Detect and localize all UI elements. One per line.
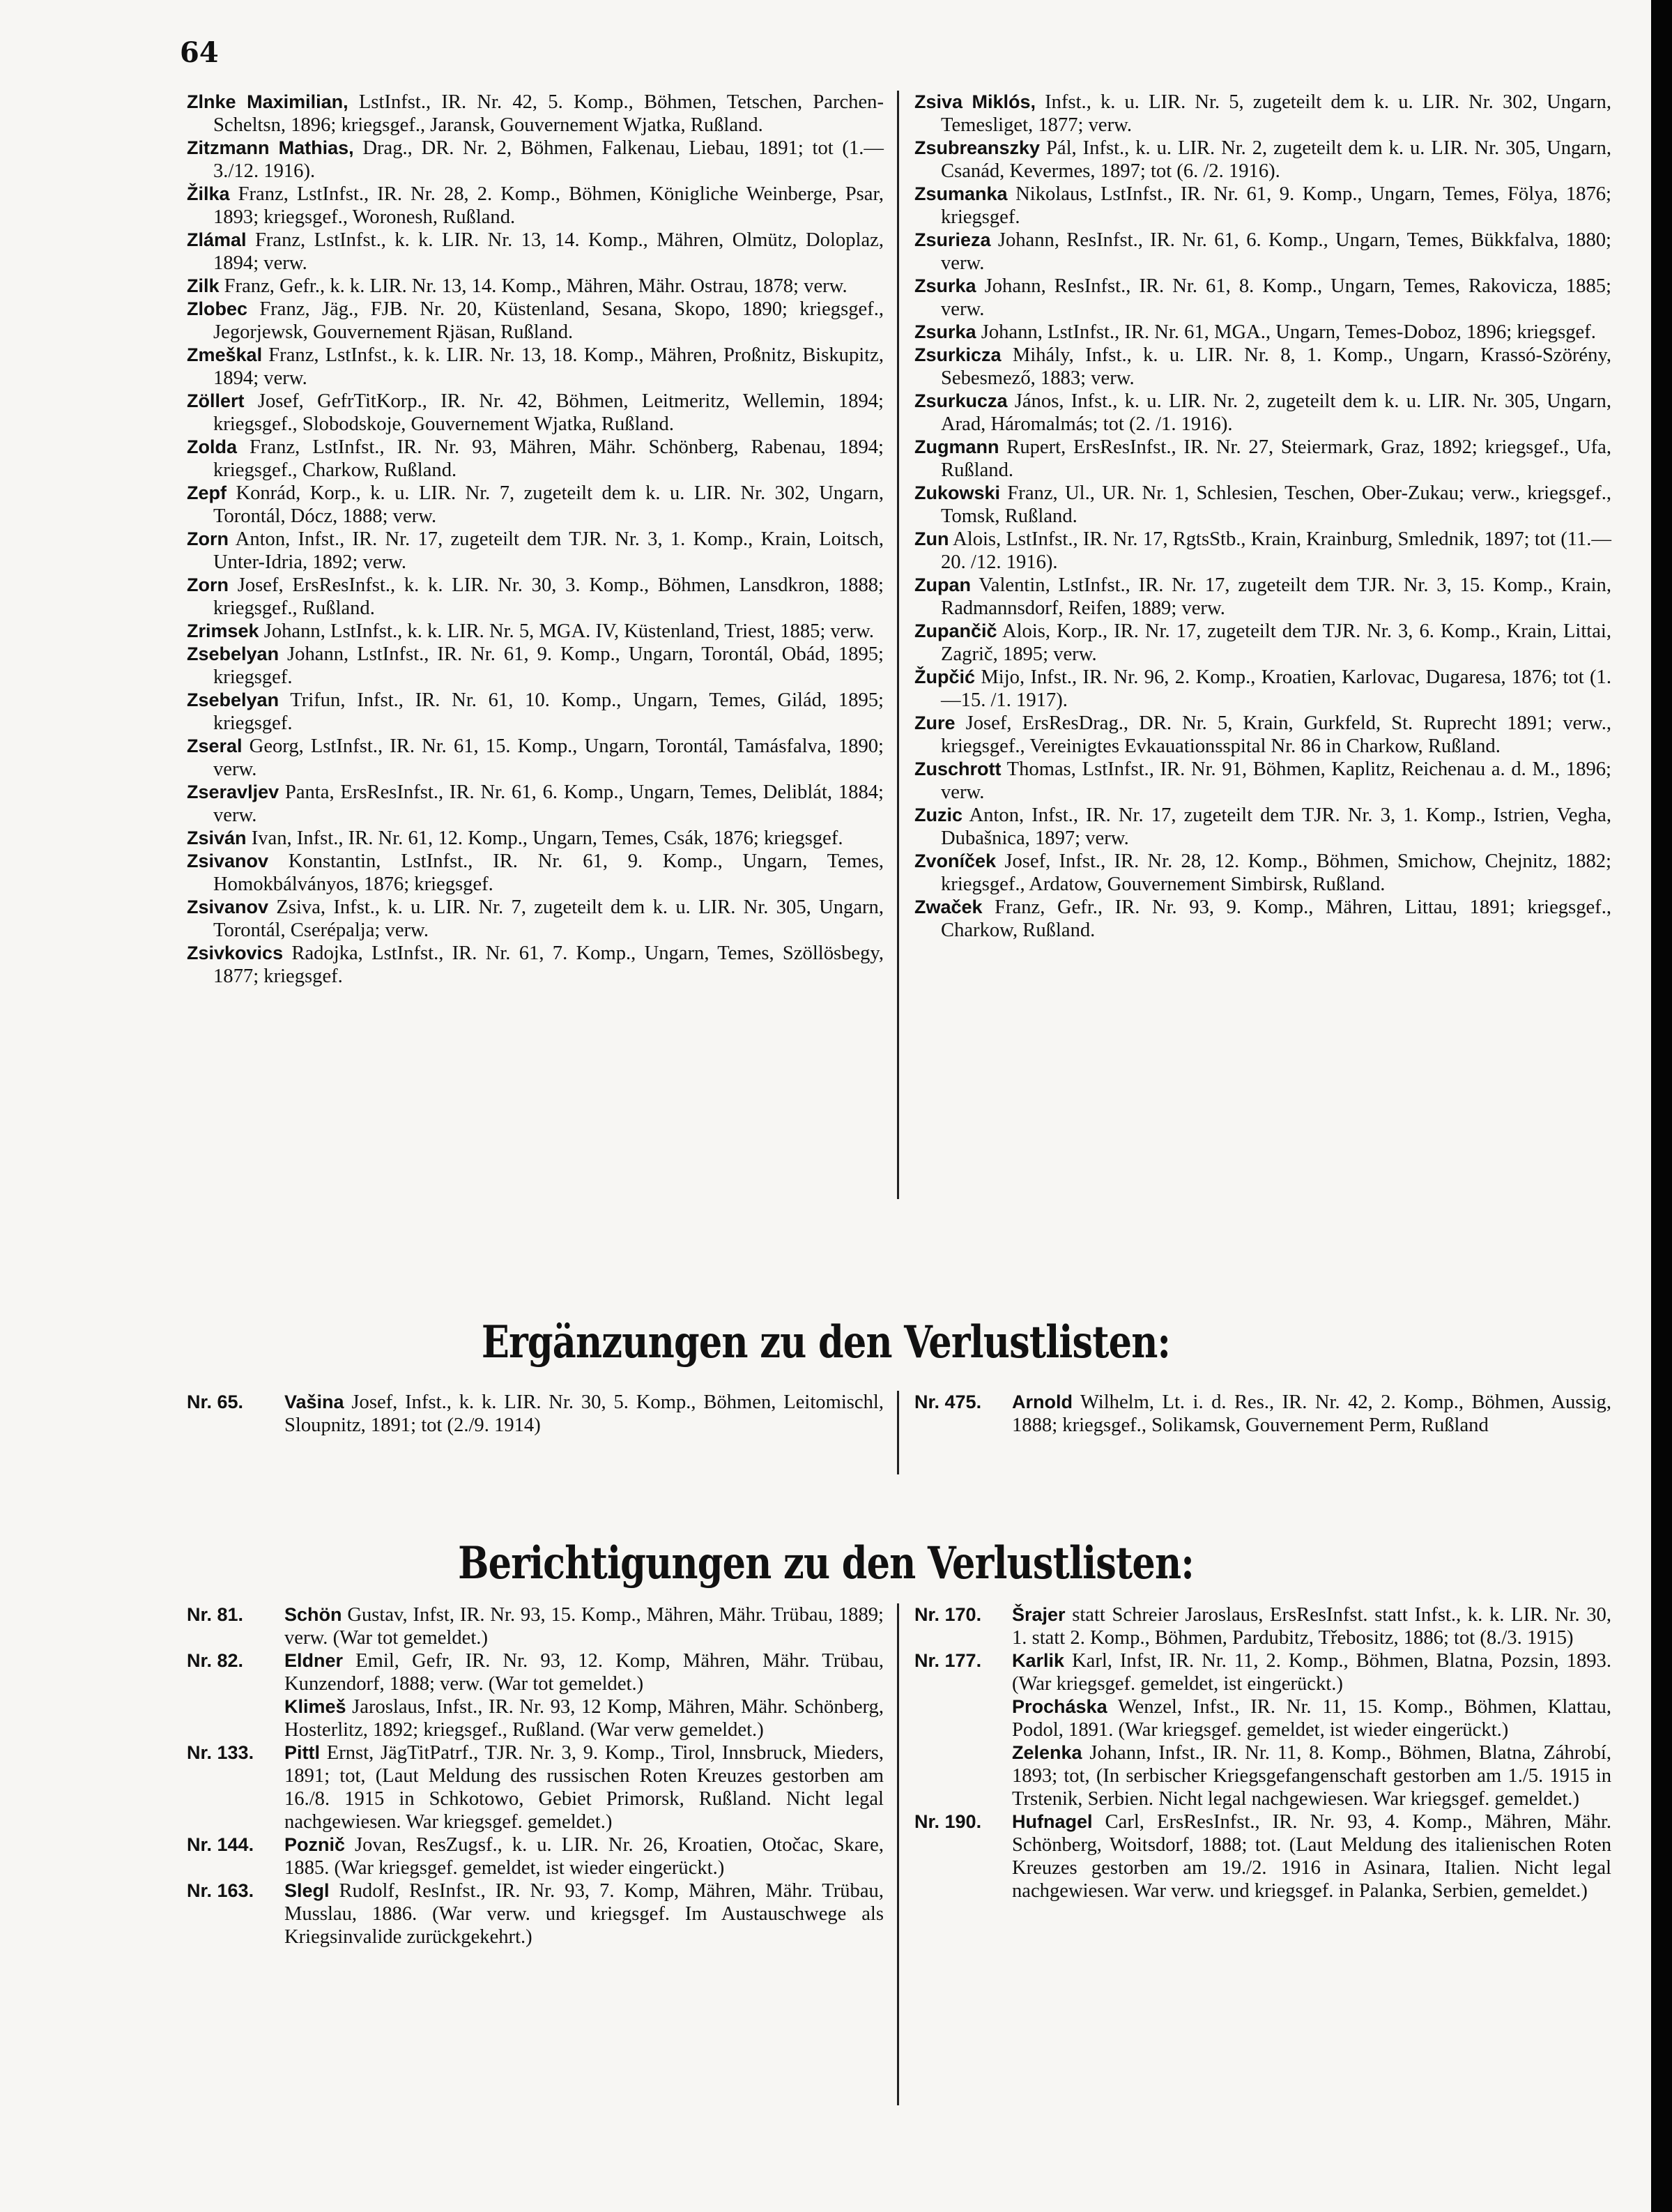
casualty-entry [187, 183, 884, 229]
entry-surname: Šrajer [1012, 1604, 1066, 1625]
entry-text: Franz, LstInfst., k. k. LIR. Nr. 13, 18. Komp., Mähren, Proßnitz, Biskupitz, 1894; verw. [213, 344, 884, 389]
entry-text: Drag., DR. Nr. 2, Böhmen, Falkenau, Liebau, 1891; tot (1.—3./12. 1916). [213, 137, 884, 182]
casualty-entry [914, 183, 1611, 229]
entry-text: Josef, GefrTitKorp., IR. Nr. 42, Böhmen, Leitmeritz, Wellemin, 1894; kriegsgef., Slobodskoje, Gouvernement Wjatka, Rußland. [213, 390, 884, 435]
casualty-entry [914, 275, 1611, 321]
entry-surname: Zsurieza [914, 229, 991, 250]
casualty-entry [914, 390, 1611, 436]
entry-text: Franz, Gefr., k. k. LIR. Nr. 13, 14. Komp., Mähren, Mähr. Ostrau, 1878; verw. [219, 275, 847, 297]
casualty-entry [187, 643, 884, 689]
entry-text: Alois, LstInfst., IR. Nr. 17, RgtsStb., Krain, Krainburg, Smlednik, 1897; tot (11.—20. /12. 1916). [941, 528, 1611, 573]
berichtigung-entry [187, 1695, 884, 1741]
column-divider [897, 91, 899, 1199]
berichtigung-entry [914, 1695, 1611, 1741]
entry-text: Zsiva, Infst., k. u. LIR. Nr. 7, zugeteilt dem k. u. LIR. Nr. 305, Ungarn, Torontál, Cserépalja; verw. [213, 897, 884, 941]
berichtigungen-right-column [914, 1603, 1611, 1902]
entry-text: statt Schreier Jaroslaus, ErsResInfst. statt Infst., k. k. LIR. Nr. 30, 1. statt 2. Komp., Böhmen, Pardubitz, Třebositz, 1886; tot (8./3. 1915) [1012, 1604, 1611, 1649]
berichtigung-entry [914, 1741, 1611, 1810]
casualty-entry [187, 528, 884, 574]
entry-surname: Pittl [284, 1742, 320, 1763]
casualty-entry [914, 321, 1611, 344]
casualty-entry [187, 735, 884, 781]
entry-text: Karl, Infst, IR. Nr. 11, 2. Komp., Böhmen, Blatna, Pozsin, 1893. (War kriegsgef. gemeldet, ist eingerückt.) [1012, 1650, 1611, 1695]
entry-surname: Zorn [187, 528, 229, 549]
casualty-entry [187, 344, 884, 390]
entry-number: Nr. 163. [187, 1880, 254, 1901]
casualty-entry [914, 528, 1611, 574]
entry-text: Thomas, LstInfst., IR. Nr. 91, Böhmen, Kaplitz, Reichenau a. d. M., 1896; verw. [941, 758, 1611, 803]
entry-surname: Zvoníček [914, 851, 997, 871]
entry-surname: Zupančič [914, 620, 997, 641]
entry-surname: Zlobec [187, 298, 248, 319]
casualty-entry [914, 850, 1611, 896]
entry-surname: Zsurkicza [914, 344, 1002, 365]
entry-surname: Zuschrott [914, 758, 1002, 779]
erganzung-entry [914, 1391, 1611, 1437]
column-divider [897, 1603, 899, 2105]
casualty-entry [914, 137, 1611, 183]
casualty-entry [914, 666, 1611, 712]
entry-text: Radojka, LstInfst., IR. Nr. 61, 7. Komp., Ungarn, Temes, Szöllösbegy, 1877; kriegsgef. [213, 943, 884, 987]
casualty-list-left-column [187, 91, 884, 988]
entry-text: Carl, ErsResInfst., IR. Nr. 93, 4. Komp., Mähren, Mähr. Schönberg, Woitsdorf, 1888; tot. (Laut Meldung des italienischen Roten Kreuzes gestorben am 19./2. 1916 in Asinara, Italien. Nicht legal nachgewiesen. War verw. und kriegsgef. in Palanka, Serbien, gemeldet.) [1012, 1811, 1611, 1902]
entry-text: Josef, Infst., k. k. LIR. Nr. 30, 5. Komp., Böhmen, Leitomischl, Sloupnitz, 1891; tot (2./9. 1914) [284, 1391, 884, 1436]
berichtigung-entry [914, 1649, 1611, 1695]
scan-border [1651, 0, 1672, 2212]
entry-surname: Zelenka [1012, 1742, 1082, 1763]
casualty-entry [187, 436, 884, 482]
entry-text: Johann, LstInfst., k. k. LIR. Nr. 5, MGA. IV, Küstenland, Triest, 1885; verw. [259, 620, 874, 642]
entry-surname: Zukowski [914, 482, 1001, 503]
casualty-entry [187, 390, 884, 436]
berichtigung-entry [187, 1833, 884, 1879]
entry-surname: Schön [284, 1604, 342, 1625]
entry-text: Emil, Gefr, IR. Nr. 93, 12. Komp, Mähren, Mähr. Trübau, Kunzendorf, 1888; verw. (War tot gemeldet.) [284, 1650, 884, 1695]
entry-surname: Zöllert [187, 390, 245, 411]
casualty-entry [914, 758, 1611, 804]
entry-text: Ernst, JägTitPatrf., TJR. Nr. 3, 9. Komp., Tirol, Innsbruck, Mieders, 1891; tot, (Laut Meldung des russischen Roten Kreuzes gestorben am 16./8. 1915 in Schkotowo, Gebiet Primorsk, Rußland. Nicht legal nachgewiesen. War kriegsgef. gemeldet.) [284, 1742, 884, 1833]
entry-surname: Slegl [284, 1880, 330, 1901]
entry-surname: Karlik [1012, 1650, 1065, 1671]
entry-text: Pál, Infst., k. u. LIR. Nr. 2, zugeteilt dem k. u. LIR. Nr. 305, Ungarn, Csanád, Kevermes, 1897; tot (6. /2. 1916). [941, 137, 1611, 182]
entry-text: Rupert, ErsResInfst., IR. Nr. 27, Steiermark, Graz, 1892; kriegsgef., Ufa, Rußland. [941, 436, 1611, 481]
berichtigungen-left-column [187, 1603, 884, 1948]
entry-text: Wilhelm, Lt. i. d. Res., IR. Nr. 42, 2. Komp., Böhmen, Aussig, 1888; kriegsgef., Solikamsk, Gouvernement Perm, Rußland [1012, 1391, 1611, 1436]
casualty-entry [914, 896, 1611, 942]
entry-surname: Zsivanov [187, 851, 269, 871]
entry-surname: Zitzmann Mathias, [187, 137, 354, 158]
berichtigung-entry [914, 1810, 1611, 1902]
entry-text: Johann, ResInfst., IR. Nr. 61, 6. Komp., Ungarn, Temes, Bükkfalva, 1880; verw. [941, 229, 1611, 274]
column-divider [897, 1391, 899, 1474]
entry-text: Valentin, LstInfst., IR. Nr. 17, zugeteilt dem TJR. Nr. 3, 15. Komp., Krain, Radmannsdorf, Reifen, 1889; verw. [941, 574, 1611, 619]
entry-text: Rudolf, ResInfst., IR. Nr. 93, 7. Komp, Mähren, Mähr. Trübau, Musslau, 1886. (War verw. und kriegsgef. Im Austauschwege als Kriegsinvalide zurückgekehrt.) [284, 1880, 884, 1948]
entry-surname: Zolda [187, 436, 237, 457]
casualty-entry [187, 850, 884, 896]
casualty-entry [914, 574, 1611, 620]
entry-text: Johann, LstInfst., IR. Nr. 61, MGA., Ungarn, Temes-Doboz, 1896; kriegsgef. [976, 321, 1596, 343]
entry-surname: Zepf [187, 482, 227, 503]
entry-number: Nr. 65. [187, 1391, 244, 1412]
entry-text: Johann, Infst., IR. Nr. 11, 8. Komp., Böhmen, Blatna, Záhrobí, 1893; tot, (In serbischer Kriegsgefangenschaft gestorben am 1./5. 1915 in Trstenik, Serbien. Nicht legal nachgewiesen. War kriegsgef. gemeldet.) [1012, 1742, 1611, 1810]
casualty-entry [187, 827, 884, 850]
casualty-entry [187, 275, 884, 298]
entry-number: Nr. 144. [187, 1834, 254, 1855]
entry-text: Trifun, Infst., IR. Nr. 61, 10. Komp., Ungarn, Temes, Gilád, 1895; kriegsgef. [213, 689, 884, 734]
entry-surname: Hufnagel [1012, 1811, 1093, 1832]
entry-surname: Vašina [284, 1391, 344, 1412]
berichtigung-entry [187, 1603, 884, 1649]
entry-surname: Zrimsek [187, 620, 259, 641]
entry-number: Nr. 475. [914, 1391, 982, 1412]
casualty-entry [914, 482, 1611, 528]
casualty-entry [914, 620, 1611, 666]
entry-surname: Zmeškal [187, 344, 263, 365]
entry-text: János, Infst., k. u. LIR. Nr. 2, zugeteilt dem k. u. LIR. Nr. 305, Ungarn, Arad, Háromalmás; tot (2. /1. 1916). [941, 390, 1611, 435]
entry-surname: Zsiva Miklós, [914, 91, 1036, 112]
casualty-entry [914, 712, 1611, 758]
entry-text: Johann, LstInfst., IR. Nr. 61, 9. Komp., Ungarn, Torontál, Obád, 1895; kriegsgef. [213, 643, 884, 688]
entry-text: Konrád, Korp., k. u. LIR. Nr. 7, zugeteilt dem k. u. LIR. Nr. 302, Ungarn, Torontál, Dócz, 1888; verw. [213, 482, 884, 527]
entry-surname: Poznič [284, 1834, 346, 1855]
entry-surname: Zseral [187, 735, 243, 756]
entry-surname: Zlámal [187, 229, 247, 250]
entry-text: Franz, LstInfst., k. k. LIR. Nr. 13, 14. Komp., Mähren, Olmütz, Doloplaz, 1894; verw. [213, 229, 884, 274]
casualty-entry [914, 229, 1611, 275]
entry-text: Jovan, ResZugsf., k. u. LIR. Nr. 26, Kroatien, Otočac, Skare, 1885. (War kriegsgef. gemeldet, ist wieder eingerückt.) [284, 1834, 884, 1879]
entry-text: Gustav, Infst, IR. Nr. 93, 15. Komp., Mähren, Mähr. Trübau, 1889; verw. (War tot gemeldet.) [284, 1604, 884, 1649]
casualty-entry [914, 436, 1611, 482]
entry-text: Jaroslaus, Infst., IR. Nr. 93, 12 Komp, Mähren, Mähr. Schönberg, Hosterlitz, 1892; kriegsgef., Rußland. (War verw gemeldet.) [284, 1696, 884, 1741]
entry-surname: Zure [914, 712, 956, 733]
berichtigungen-heading: Berichtigungen zu den Verlustlisten: [458, 1537, 1194, 1589]
page-number: 64 [180, 36, 219, 69]
entry-text: Georg, LstInfst., IR. Nr. 61, 15. Komp., Ungarn, Torontál, Tamásfalva, 1890; verw. [213, 735, 884, 780]
entry-surname: Zilk [187, 275, 220, 296]
entry-surname: Zsumanka [914, 183, 1008, 204]
berichtigung-entry [187, 1741, 884, 1833]
entry-text: Franz, LstInfst., IR. Nr. 93, Mähren, Mähr. Schönberg, Rabenau, 1894; kriegsgef., Charkow, Rußland. [213, 436, 884, 481]
entry-surname: Zsurka [914, 321, 976, 342]
entry-text: Mijo, Infst., IR. Nr. 96, 2. Komp., Kroatien, Karlovac, Dugaresa, 1876; tot (1.—15. /1. 1917). [941, 666, 1611, 711]
entry-text: Nikolaus, LstInfst., IR. Nr. 61, 9. Komp., Ungarn, Temes, Fölya, 1876; kriegsgef. [941, 183, 1611, 228]
entry-surname: Zsurka [914, 275, 976, 296]
entry-number: Nr. 177. [914, 1650, 982, 1671]
entry-text: Josef, Infst., IR. Nr. 28, 12. Komp., Böhmen, Smichow, Chejnitz, 1882; kriegsgef., Ardatow, Gouvernement Simbirsk, Rußland. [941, 851, 1611, 895]
entry-text: Anton, Infst., IR. Nr. 17, zugeteilt dem TJR. Nr. 3, 1. Komp., Istrien, Vegha, Dubašnica, 1897; verw. [941, 804, 1611, 849]
casualty-list-right-column [914, 91, 1611, 942]
entry-text: Anton, Infst., IR. Nr. 17, zugeteilt dem TJR. Nr. 3, 1. Komp., Krain, Loitsch, Unter-Idria, 1892; verw. [213, 528, 884, 573]
casualty-entry [187, 482, 884, 528]
entry-surname: Zun [914, 528, 949, 549]
entry-surname: Zsubreanszky [914, 137, 1041, 158]
entry-surname: Zugmann [914, 436, 999, 457]
entry-surname: Zuzic [914, 804, 963, 825]
entry-text: Wenzel, Infst., IR. Nr. 11, 15. Komp., Böhmen, Klattau, Podol, 1891. (War kriegsgef. gemeldet, ist wieder eingerückt.) [1012, 1696, 1611, 1741]
entry-surname: Žilka [187, 183, 230, 204]
casualty-entry [187, 298, 884, 344]
entry-surname: Zwaček [914, 897, 983, 917]
berichtigung-entry [914, 1603, 1611, 1649]
entry-surname: Zsebelyan [187, 643, 279, 664]
entry-text: Panta, ErsResInfst., IR. Nr. 61, 6. Komp., Ungarn, Temes, Deliblát, 1884; verw. [213, 781, 884, 826]
casualty-entry [187, 91, 884, 137]
entry-text: Josef, ErsResInfst., k. k. LIR. Nr. 30, 3. Komp., Böhmen, Lansdkron, 1888; kriegsgef., Rußland. [213, 574, 884, 619]
entry-text: Franz, Gefr., IR. Nr. 93, 9. Komp., Mähren, Littau, 1891; kriegsgef., Charkow, Rußland. [941, 897, 1611, 941]
entry-text: Alois, Korp., IR. Nr. 17, zugeteilt dem TJR. Nr. 3, 6. Komp., Krain, Littai, Zagrič, 1895; verw. [941, 620, 1611, 665]
casualty-entry [187, 137, 884, 183]
entry-number: Nr. 82. [187, 1650, 244, 1671]
casualty-entry [914, 804, 1611, 850]
entry-surname: Eldner [284, 1650, 344, 1671]
berichtigung-entry [187, 1879, 884, 1948]
casualty-entry [187, 942, 884, 988]
casualty-entry [187, 229, 884, 275]
entry-surname: Zupan [914, 574, 971, 595]
casualty-entry [187, 896, 884, 942]
entry-text: Mihály, Infst., k. u. LIR. Nr. 8, 1. Komp., Ungarn, Krassó-Szörény, Sebesmező, 1883; verw. [941, 344, 1611, 389]
entry-surname: Arnold [1012, 1391, 1073, 1412]
entry-surname: Zseravljev [187, 781, 279, 802]
erganzungen-heading: Ergänzungen zu den Verlustlisten: [481, 1316, 1171, 1368]
entry-text: Franz, Jäg., FJB. Nr. 20, Küstenland, Sesana, Skopo, 1890; kriegsgef., Jegorjewsk, Gouvernement Rjäsan, Rußland. [213, 298, 884, 343]
casualty-entry [187, 781, 884, 827]
entry-number: Nr. 133. [187, 1742, 254, 1763]
entry-surname: Župčić [914, 666, 976, 687]
entry-text: Franz, Ul., UR. Nr. 1, Schlesien, Teschen, Ober-Zukau; verw., kriegsgef., Tomsk, Rußland. [941, 482, 1611, 527]
entry-surname: Zsivkovics [187, 943, 284, 963]
casualty-entry [187, 620, 884, 643]
casualty-entry [187, 574, 884, 620]
entry-surname: Procháska [1012, 1696, 1107, 1717]
entry-number: Nr. 170. [914, 1604, 982, 1625]
casualty-entry [914, 91, 1611, 137]
entry-text: Josef, ErsResDrag., DR. Nr. 5, Krain, Gurkfeld, St. Ruprecht 1891; verw., kriegsgef., Vereinigtes Evkauationsspital Nr. 86 in Charkow, Rußland. [941, 712, 1611, 757]
entry-surname: Zsurkucza [914, 390, 1008, 411]
entry-number: Nr. 190. [914, 1811, 982, 1832]
entry-text: Ivan, Infst., IR. Nr. 61, 12. Komp., Ungarn, Temes, Csák, 1876; kriegsgef. [246, 827, 843, 849]
entry-number: Nr. 81. [187, 1604, 244, 1625]
entry-surname: Zsiván [187, 827, 247, 848]
entry-text: Infst., k. u. LIR. Nr. 5, zugeteilt dem k. u. LIR. Nr. 302, Ungarn, Temesliget, 1877; verw. [941, 91, 1611, 136]
entry-text: Johann, ResInfst., IR. Nr. 61, 8. Komp., Ungarn, Temes, Rakovicza, 1885; verw. [941, 275, 1611, 320]
entry-text: Franz, LstInfst., IR. Nr. 28, 2. Komp., Böhmen, Königliche Weinberge, Psar, 1893; kriegsgef., Woronesh, Rußland. [213, 183, 884, 228]
berichtigung-entry [187, 1649, 884, 1695]
entry-surname: Zsivanov [187, 897, 269, 917]
entry-surname: Zsebelyan [187, 689, 279, 710]
entry-text: LstInfst., IR. Nr. 42, 5. Komp., Böhmen, Tetschen, Parchen-Scheltsn, 1896; kriegsgef., Jaransk, Gouvernement Wjatka, Rußland. [213, 91, 884, 136]
entry-surname: Zlnke Maximilian, [187, 91, 348, 112]
entry-surname: Klimeš [284, 1696, 346, 1717]
entry-text: Konstantin, LstInfst., IR. Nr. 61, 9. Komp., Ungarn, Temes, Homokbálványos, 1876; kriegsgef. [213, 851, 884, 895]
casualty-entry [187, 689, 884, 735]
erganzung-entry [187, 1391, 884, 1437]
entry-surname: Zorn [187, 574, 229, 595]
casualty-entry [914, 344, 1611, 390]
